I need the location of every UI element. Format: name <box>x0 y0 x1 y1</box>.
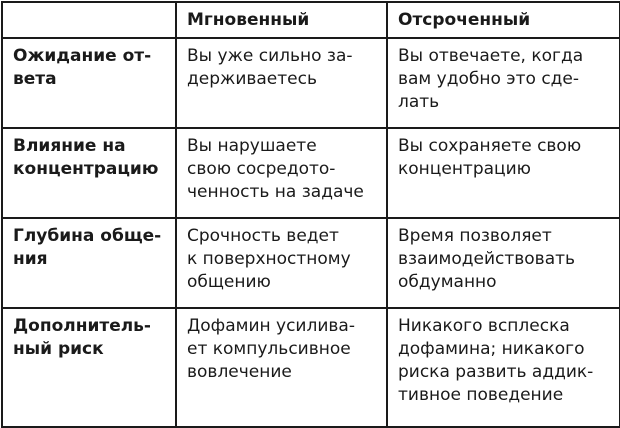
cell-delayed: Время позволяет взаимодействовать обдуманно <box>387 218 620 308</box>
row-label: Влияние на концентрацию <box>2 128 176 218</box>
row-label: Ожидание от- вета <box>2 38 176 128</box>
header-instant: Мгновенный <box>176 2 387 38</box>
header-row <box>2 2 620 38</box>
header-delayed: Отсроченный <box>387 2 620 38</box>
header-empty <box>2 2 176 38</box>
table-row <box>2 128 620 218</box>
cell-delayed: Вы отвечаете, когда вам удобно это сде- лать <box>387 38 620 128</box>
table-row <box>2 308 620 427</box>
table-row <box>2 38 620 128</box>
cell-delayed: Вы сохраняете свою концентрацию <box>387 128 620 218</box>
cell-instant: Срочность ведет к поверхностному общению <box>176 218 387 308</box>
cell-instant: Дофамин усилива- ет компульсивное вовлечение <box>176 308 387 427</box>
comparison-table <box>1 1 620 428</box>
row-label: Дополнитель- ный риск <box>2 308 176 427</box>
cell-delayed: Никакого всплеска дофамина; никакого риска развить аддик- тивное поведение <box>387 308 620 427</box>
row-label: Глубина обще- ния <box>2 218 176 308</box>
cell-instant: Вы нарушаете свою сосредото- ченность на задаче <box>176 128 387 218</box>
cell-instant: Вы уже сильно за- держиваетесь <box>176 38 387 128</box>
table-row <box>2 218 620 308</box>
